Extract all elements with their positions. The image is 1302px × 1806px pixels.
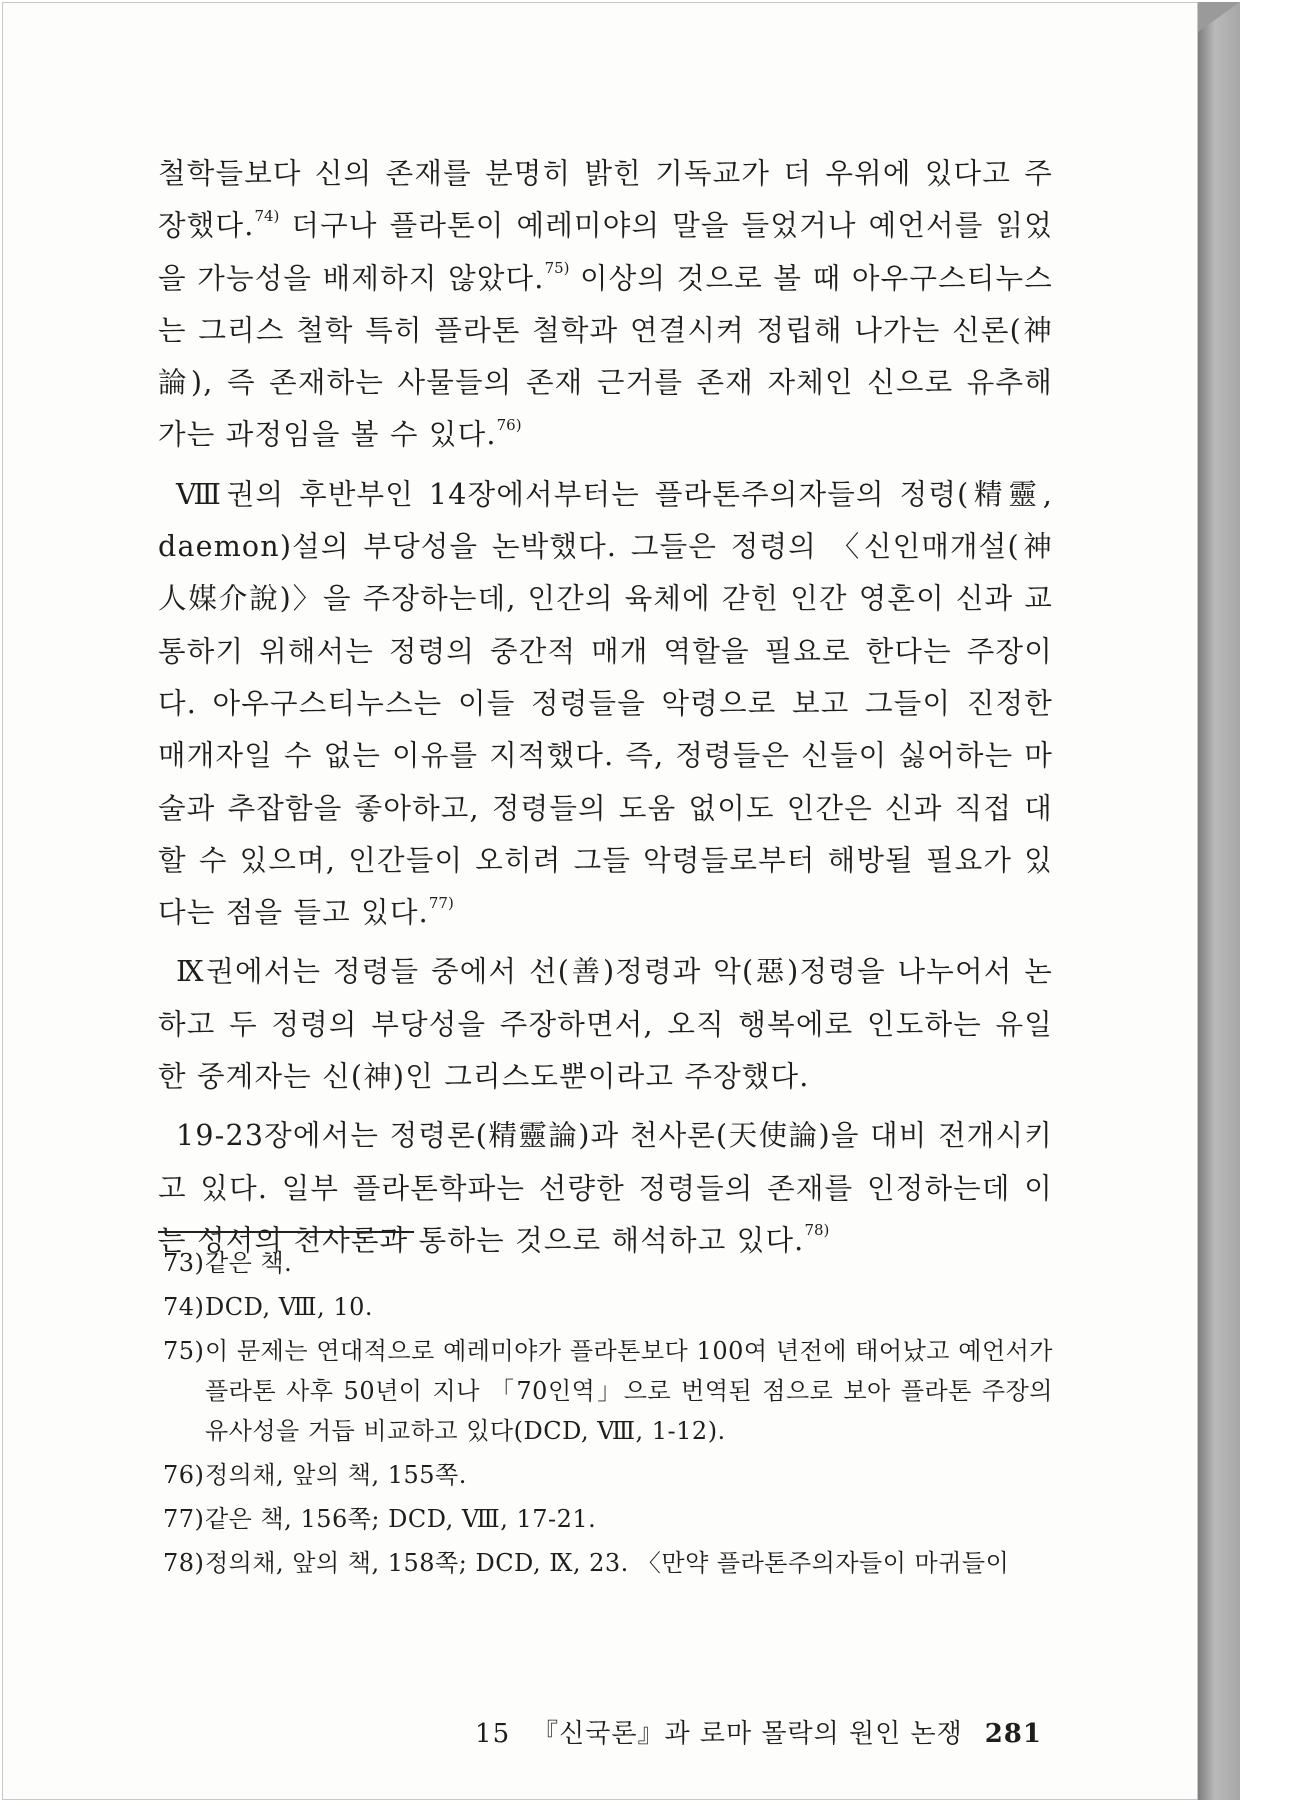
footnote-text: 같은 책, 156쪽; DCD, Ⅷ, 17-21. <box>205 1505 597 1533</box>
footnotes <box>163 1243 1053 1587</box>
footnote-item <box>163 1331 1053 1451</box>
footnote-ref-76: 76) <box>496 415 522 434</box>
footnote-ref-74: 74) <box>254 206 280 225</box>
footnote-item <box>163 1243 1053 1283</box>
page-stack-corner <box>1198 2 1240 32</box>
page-stack-edge <box>1198 2 1240 1800</box>
running-footer <box>475 1713 1042 1750</box>
footnote-item <box>163 1499 1053 1539</box>
footnote-text: DCD, Ⅷ, 10. <box>205 1293 373 1321</box>
footnote-ref-78: 78) <box>804 1221 830 1240</box>
text-run: 이상의 것으로 볼 때 아우구스티누스는 그리스 철학 특히 플라톤 철학과 연결시켜 정립해 나가는 신론(神論), 즉 존재하는 사물들의 존재 근거를 존재 자체인 신으로 유추해 가는 과정임을 볼 수 있다. <box>158 261 1054 452</box>
chapter-number: 15 <box>475 1719 511 1749</box>
paragraph-3 <box>158 946 1053 1103</box>
footnote-ref-75: 75) <box>544 259 570 278</box>
text-run: 철학들보다 신의 존재를 분명히 밝힌 기독교가 더 우위에 있다고 주장했다. <box>158 157 1053 243</box>
page-number: 281 <box>984 1719 1042 1749</box>
footnote-text: 정의채, 앞의 책, 155쪽. <box>205 1461 467 1489</box>
footnote-item <box>163 1287 1053 1327</box>
footnote-number: 74) <box>163 1293 205 1321</box>
paragraph-1 <box>158 148 1053 462</box>
footnote-number: 78) <box>163 1549 205 1577</box>
footnote-number: 75) <box>163 1337 205 1365</box>
chapter-title: 『신국론』과 로마 몰락의 원인 논쟁 <box>532 1719 963 1749</box>
text-run: 더구나 플라톤이 예레미야의 말을 들었거나 예언서를 읽었을 가능성을 배제하지 않았다. <box>158 209 1053 295</box>
footnote-text: 이 문제는 연대적으로 예레미야가 플라톤보다 100여 년전에 태어났고 예언서가 플라톤 사후 50년이 지나 「70인역」으로 번역된 점으로 보아 플라톤 주장의 유사성을 거듭 비교하고 있다(DCD, Ⅷ, 1-12). <box>205 1337 1053 1445</box>
body-text <box>158 148 1053 1274</box>
book-page <box>2 2 1198 1800</box>
footnote-text: 같은 책. <box>205 1249 293 1277</box>
footnote-number: 73) <box>163 1249 205 1277</box>
footnote-number: 77) <box>163 1505 205 1533</box>
paragraph-2 <box>158 469 1053 940</box>
footnote-item <box>163 1455 1053 1495</box>
footnote-text: 정의채, 앞의 책, 158쪽; DCD, Ⅸ, 23. 〈만약 플라톤주의자들이 마귀들이 <box>205 1549 1010 1577</box>
footnote-number: 76) <box>163 1461 205 1489</box>
text-run: Ⅸ권에서는 정령들 중에서 선(善)정령과 악(惡)정령을 나누어서 논하고 두 정령의 부당성을 주장하면서, 오직 행복에로 인도하는 유일한 중계자는 신(神)인 그리스도뿐이라고 주장했다. <box>158 955 1053 1094</box>
footnote-item <box>163 1543 1053 1583</box>
text-run: Ⅷ권의 후반부인 14장에서부터는 플라톤주의자들의 정령(精靈, daemon)설의 부당성을 논박했다. 그들은 정령의 〈신인매개설(神人媒介說)〉을 주장하는데, 인간의 육체에 갇힌 인간 영혼이 신과 교통하기 위해서는 정령의 중간적 매개 역할을 필요로 한다는 주장이다. 아우구스티누스는 이들 정령들을 악령으로 보고 그들이 진정한 매개자일 수 없는 이유를 지적했다. 즉, 정령들은 신들이 싫어하는 마술과 추잡함을 좋아하고, 정령들의 도움 없이도 인간은 신과 직접 대할 수 있으며, 인간들이 오히려 그들 악령들로부터 해방될 필요가 있다는 점을 들고 있다. <box>158 477 1053 930</box>
footnote-ref-77: 77) <box>428 893 454 912</box>
footnote-divider <box>158 1231 414 1233</box>
text-run: 19-23장에서는 정령론(精靈論)과 천사론(天使論)을 대비 전개시키고 있다. 일부 플라톤학파는 선량한 정령들의 존재를 인정하는데 이는 성서의 천사론과 통하는 것으로 해석하고 있다. <box>158 1119 1053 1257</box>
